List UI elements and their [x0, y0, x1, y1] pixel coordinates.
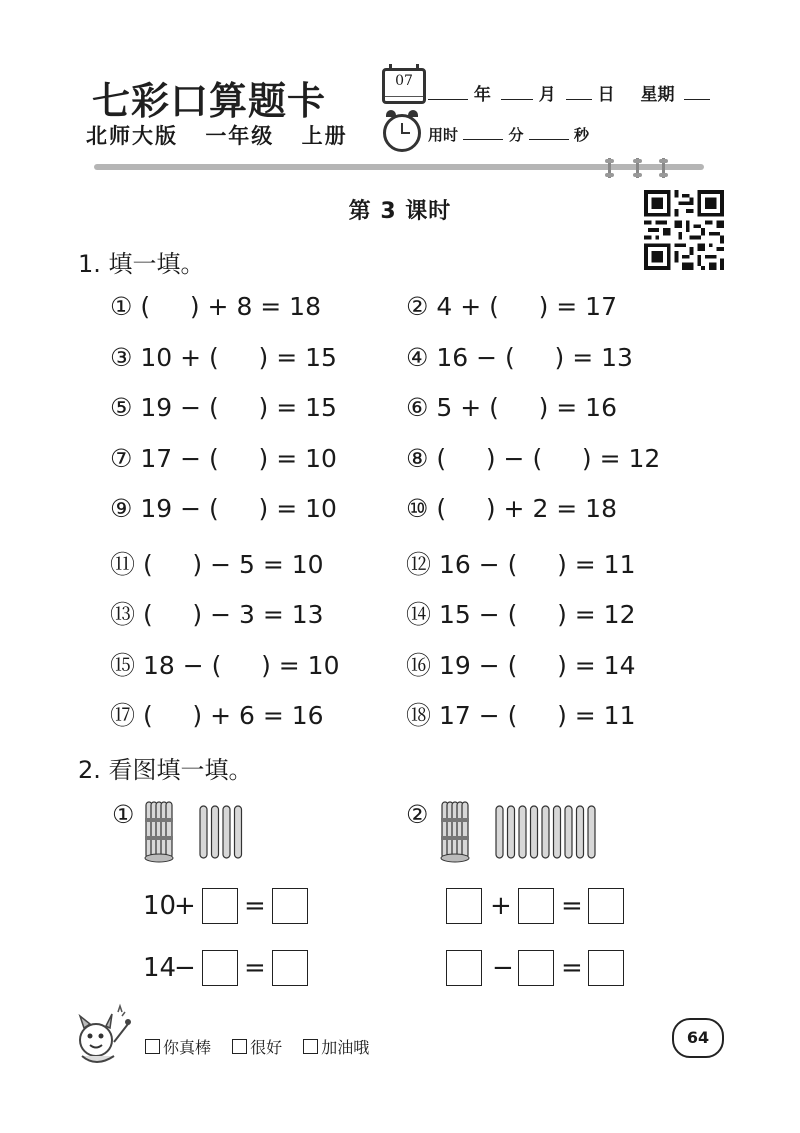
page-number: 64	[672, 1018, 724, 1058]
single-stick	[519, 806, 526, 858]
minus-sign: −	[174, 953, 196, 983]
qr-code-icon[interactable]	[644, 190, 724, 270]
equation-item[interactable]: ⑤ 19 − ( ) = 15	[110, 393, 337, 422]
header-divider	[94, 164, 704, 170]
answer-box[interactable]	[518, 950, 554, 986]
month-blank[interactable]	[501, 85, 533, 100]
equation-item[interactable]: ⑩ ( ) + 2 = 18	[406, 494, 617, 523]
edition-line	[86, 120, 366, 150]
equation-item[interactable]: ⑪ ( ) − 5 = 10	[110, 550, 324, 579]
equation-item[interactable]: ③ 10 + ( ) = 15	[110, 343, 337, 372]
equation-item[interactable]: ⑰ ( ) + 6 = 16	[110, 701, 324, 730]
answer-box[interactable]	[518, 888, 554, 924]
option-keep-going[interactable]: 加油哦	[303, 1038, 369, 1057]
mascot-icon	[70, 1002, 136, 1072]
single-stick	[554, 806, 561, 858]
edition-grade: 一年级	[205, 124, 275, 148]
calendar-icon	[382, 68, 426, 104]
equation-item[interactable]: ① ( ) + 8 = 18	[110, 292, 321, 321]
equation-item[interactable]: ⑨ 19 − ( ) = 10	[110, 494, 337, 523]
edition-volume: 上册	[301, 124, 348, 148]
equals-sign: =	[244, 953, 266, 983]
answer-box[interactable]	[588, 888, 624, 924]
equals-sign: =	[561, 953, 583, 983]
minutes-blank[interactable]	[463, 127, 503, 140]
clock-icon	[383, 114, 421, 152]
equation-item[interactable]: ④ 16 − ( ) = 13	[406, 343, 633, 372]
equation-item[interactable]: ⑬ ( ) − 3 = 13	[110, 600, 324, 629]
single-stick	[212, 806, 219, 858]
day-label: 日	[597, 85, 615, 105]
single-stick	[565, 806, 572, 858]
month-label: 月	[538, 85, 556, 105]
answer-box[interactable]	[446, 888, 482, 924]
problem-2-number: ②	[406, 800, 429, 829]
single-stick	[508, 806, 515, 858]
equation-item[interactable]: ⑭ 15 − ( ) = 12	[406, 600, 636, 629]
stick-bundle	[441, 802, 469, 862]
option-great[interactable]: 你真棒	[145, 1038, 211, 1057]
minus-sign: −	[492, 953, 514, 983]
sticks-picture-2	[440, 800, 620, 864]
stick-bundle	[145, 802, 173, 862]
edition-publisher: 北师大版	[86, 124, 178, 148]
equation-item[interactable]: ⑱ 17 − ( ) = 11	[406, 701, 636, 730]
seconds-blank[interactable]	[529, 127, 569, 140]
weekday-blank[interactable]	[684, 85, 710, 100]
minutes-label: 分	[508, 126, 524, 144]
single-stick	[577, 806, 584, 858]
calendar-number: 07	[395, 73, 413, 89]
checkbox[interactable]	[145, 1039, 160, 1054]
answer-box[interactable]	[446, 950, 482, 986]
single-stick	[531, 806, 538, 858]
equation-item[interactable]: ⑯ 19 − ( ) = 14	[406, 651, 636, 680]
equation-item[interactable]: ⑫ 16 − ( ) = 11	[406, 550, 636, 579]
equation-item[interactable]: ② 4 + ( ) = 17	[406, 292, 617, 321]
plus-sign: +	[490, 891, 512, 921]
equation-item[interactable]: ⑥ 5 + ( ) = 16	[406, 393, 617, 422]
single-stick	[542, 806, 549, 858]
checkbox[interactable]	[232, 1039, 247, 1054]
equation-item[interactable]: ⑧ ( ) − ( ) = 12	[406, 444, 661, 473]
plus-sign: +	[174, 891, 196, 921]
problem-1-number: ①	[112, 800, 135, 829]
brand-title: 七彩口算题卡	[92, 79, 327, 123]
single-stick	[496, 806, 503, 858]
problem-1-lead-number: 10	[143, 891, 177, 921]
weekday-label: 星期	[640, 85, 675, 105]
checkbox[interactable]	[303, 1039, 318, 1054]
time-label: 用时	[428, 126, 459, 144]
problem-1-lead-number: 14	[143, 953, 177, 983]
time-line	[428, 124, 589, 145]
year-blank[interactable]	[428, 85, 468, 100]
section-1-title: 1. 填一填。	[78, 250, 205, 278]
answer-box[interactable]	[202, 888, 238, 924]
equals-sign: =	[244, 891, 266, 921]
answer-box[interactable]	[588, 950, 624, 986]
self-evaluation	[145, 1035, 385, 1058]
option-good[interactable]: 很好	[232, 1038, 282, 1057]
year-label: 年	[473, 85, 491, 105]
binder-clip-icon	[608, 158, 611, 178]
answer-box[interactable]	[272, 950, 308, 986]
single-stick	[235, 806, 242, 858]
binder-clip-icon	[662, 158, 665, 178]
seconds-label: 秒	[573, 126, 589, 144]
single-stick	[200, 806, 207, 858]
equation-item[interactable]: ⑦ 17 − ( ) = 10	[110, 444, 337, 473]
equation-item[interactable]: ⑮ 18 − ( ) = 10	[110, 651, 340, 680]
equals-sign: =	[561, 891, 583, 921]
single-stick	[223, 806, 230, 858]
day-blank[interactable]	[566, 85, 592, 100]
date-line	[428, 80, 710, 105]
single-stick	[588, 806, 595, 858]
lesson-title: 第 3 课时	[348, 199, 452, 224]
binder-clip-icon	[636, 158, 639, 178]
answer-box[interactable]	[202, 950, 238, 986]
sticks-picture-1	[144, 800, 254, 864]
answer-box[interactable]	[272, 888, 308, 924]
section-2-title: 2. 看图填一填。	[78, 756, 253, 784]
